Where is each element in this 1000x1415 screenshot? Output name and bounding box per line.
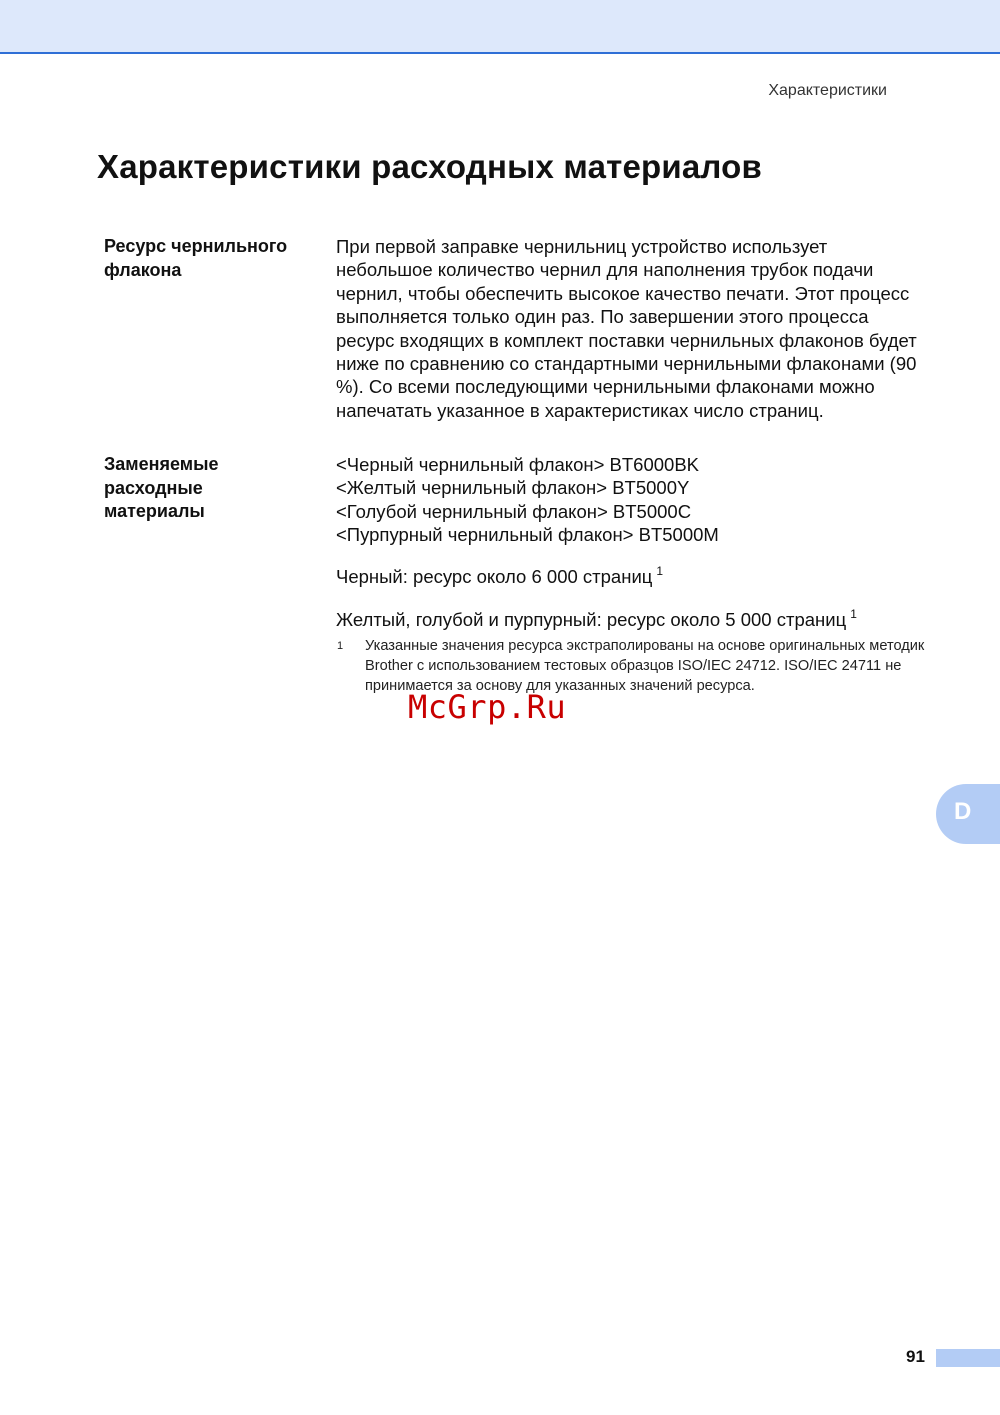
ink-resource-text: При первой заправке чернильниц устройство использует небольшое количество чернил для наполнения трубок подачи чернил, чтобы обеспечить высокое качество печати. Этот процесс выполняется только один раз. По завершении этого процесса ресурс входящих в комплект поставки чернильных флаконов будет ниже по сравнению со стандартными чернильными флаконами (90 %). Со всеми последующими чернильными флаконами можно напечатать указанное в характеристиках число страниц.: [336, 236, 917, 421]
yield-color: [336, 603, 926, 631]
footnote-mark: 1: [337, 640, 344, 652]
spec-value-ink-resource: [336, 235, 926, 422]
spec-label-replaceable: Заменяемые расходные материалы: [104, 454, 219, 521]
ink-item-yellow: <Желтый чернильный флакон> BT5000Y: [336, 477, 690, 499]
chapter-tab-label: D: [954, 798, 972, 825]
footnote-ref[interactable]: 1: [850, 607, 857, 622]
top-header-band: [0, 0, 1000, 54]
chapter-tab: [936, 784, 1000, 844]
page-title: Характеристики расходных материалов: [97, 148, 763, 185]
footnote-text: Указанные значения ресурса экстраполированы на основе оригинальных методик Brother с использованием тестовых образцов ISO/IEC 24712. ISO/IEC 24711 не принимается за основу для указанных значений ресурса.: [365, 638, 925, 694]
ink-item-magenta: <Пурпурный чернильный флакон> BT5000M: [336, 524, 719, 546]
watermark: McGrp.Ru: [408, 688, 567, 726]
ink-item-cyan: <Голубой чернильный флакон> BT5000C: [336, 500, 692, 522]
footnote-ref[interactable]: 1: [656, 563, 664, 578]
running-header: Характеристики: [768, 82, 887, 99]
yield-black: [336, 560, 926, 588]
spec-value-replaceable: [336, 453, 926, 631]
page-number: 91: [906, 1347, 925, 1366]
page-number-band: [936, 1349, 1000, 1367]
ink-item-black: <Черный чернильный флакон> BT6000BK: [336, 454, 700, 475]
yield-color-text: Желтый, голубой и пурпурный: ресурс около 5 000 страниц: [336, 609, 847, 631]
spec-label-ink-resource: Ресурс чернильного флакона: [104, 236, 288, 280]
yield-black-text: Черный: ресурс около 6 000 страниц: [336, 565, 653, 587]
